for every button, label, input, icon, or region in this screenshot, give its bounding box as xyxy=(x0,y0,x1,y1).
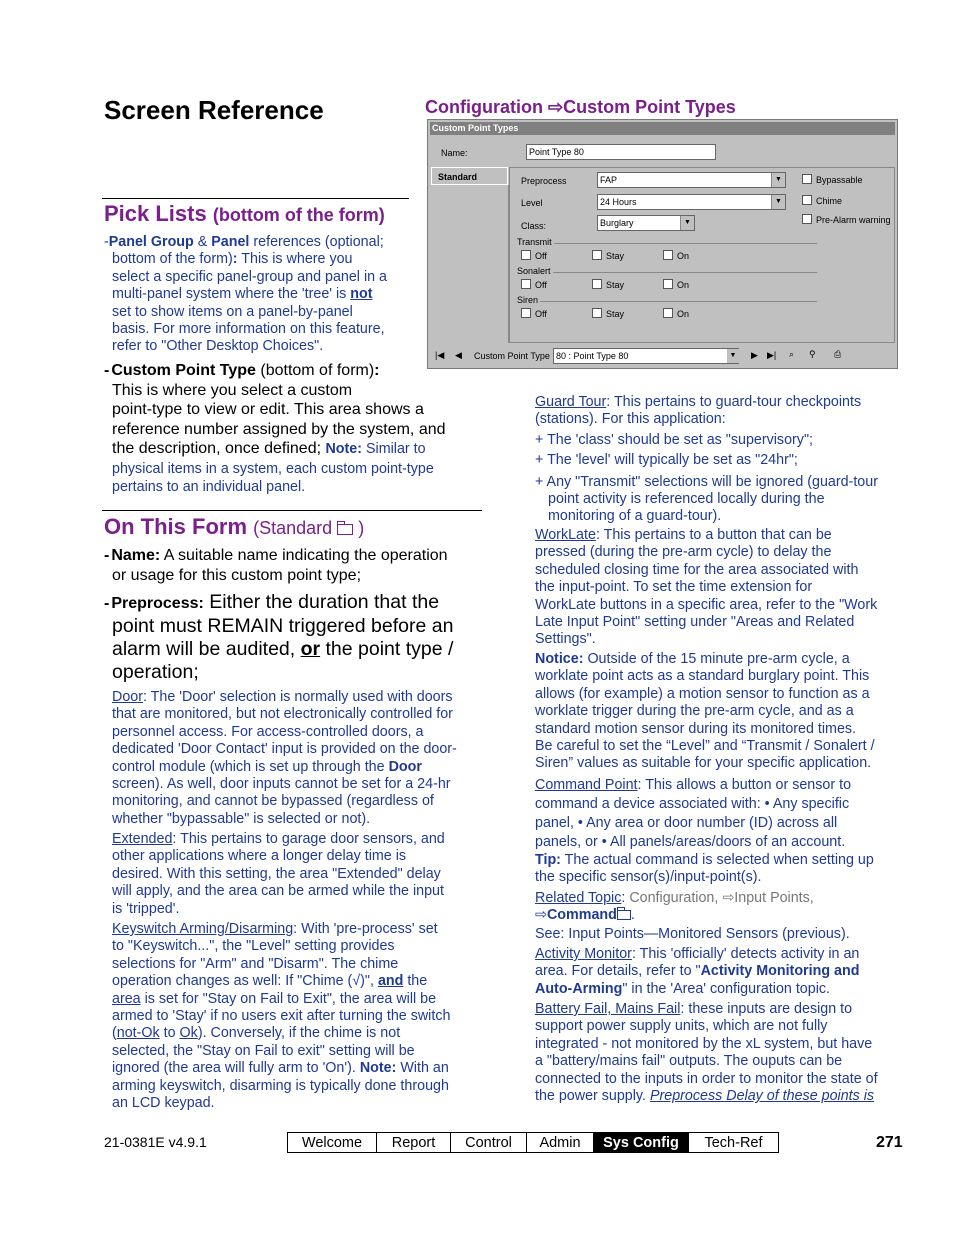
text: multi-panel system where the 'tree' is xyxy=(112,286,351,303)
text: worklate trigger during the pre-arm cycle, and as a xyxy=(535,703,854,720)
list-item: + The 'class' should be set as "supervisory"; xyxy=(535,431,813,448)
notice-label: Notice: xyxy=(535,651,584,667)
text: a "battery/mains fail" outputs. The ouputs can be xyxy=(535,1053,843,1070)
filter-icon[interactable]: ⚲ xyxy=(809,349,816,359)
text: : The 'Door' selection is normally used with doors xyxy=(143,689,453,705)
text: scheduled closing time for the area associated with xyxy=(535,561,859,578)
text: : This 'officially' detects activity in an xyxy=(631,946,860,962)
not-ok-link[interactable]: not-Ok xyxy=(116,1025,160,1042)
tip-label: Tip: xyxy=(535,852,561,868)
text: ignored (the area will fully arm to 'On'). xyxy=(112,1060,360,1077)
sonalert-on-checkbox[interactable]: On xyxy=(663,279,689,290)
keyswitch-link[interactable]: Keyswitch Arming/Disarming xyxy=(112,921,294,937)
text: point activity is referenced locally during the xyxy=(548,491,825,508)
config-path-part1: Configuration xyxy=(425,97,548,117)
worklate-link[interactable]: WorkLate xyxy=(535,527,596,543)
text: point-type to view or edit. This area shows a xyxy=(112,401,424,419)
sonalert-off-checkbox[interactable]: Off xyxy=(521,279,547,290)
preprocess-item xyxy=(104,591,453,684)
door-link[interactable]: Door xyxy=(112,689,143,705)
custom-point-type-select[interactable] xyxy=(553,348,739,364)
text: connected to the inputs in order to monitor the state of xyxy=(535,1070,878,1087)
transmit-off-checkbox[interactable]: Off xyxy=(521,250,547,261)
colon: : xyxy=(374,362,380,379)
text: physical items in a system, each custom point-type xyxy=(112,460,434,477)
bypassable-checkbox[interactable]: Bypassable xyxy=(802,174,863,185)
text: A suitable name indicating the operation xyxy=(160,547,448,564)
text: support power supply units, which are not fully xyxy=(535,1018,828,1035)
dropdown-arrow-icon[interactable]: ▼ xyxy=(771,173,785,187)
text: control module (which is set up through the xyxy=(112,758,389,775)
page-number: 271 xyxy=(876,1134,903,1151)
text: armed to 'Stay' if no users exit after turning the switch xyxy=(112,1008,451,1025)
name-label: Name: xyxy=(441,148,468,158)
extended-paragraph xyxy=(112,831,445,918)
nav-sys-config[interactable]: Sys Config xyxy=(594,1133,689,1152)
text: : With 'pre-process' set xyxy=(293,921,438,937)
text: Siren” values as suitable for your specific application. xyxy=(535,755,872,772)
text: selected, the "Stay on Fail to exit" setting will be xyxy=(112,1042,415,1059)
on-this-form-heading xyxy=(104,514,364,540)
custom-point-type-label: Custom Point Type xyxy=(474,351,550,361)
text: alarm will be audited, xyxy=(112,638,301,660)
panel-group-item xyxy=(104,234,387,356)
text: reference number assigned by the system, and xyxy=(112,420,446,438)
text: (bottom of form) xyxy=(255,362,375,379)
text: monitoring, and cannot be bypassed (regardless of xyxy=(112,793,434,810)
left-pane xyxy=(431,185,509,343)
note-label: Note: xyxy=(359,1060,397,1077)
last-record-icon[interactable]: ▶| xyxy=(767,350,777,360)
text: an LCD keypad. xyxy=(112,1095,215,1112)
text: Settings". xyxy=(535,631,596,648)
text: area. For details, refer to " xyxy=(535,963,701,980)
class-select[interactable] xyxy=(597,215,695,231)
text: the xyxy=(403,973,428,990)
tip-paragraph xyxy=(535,852,874,887)
text: standard motion sensor during its monitored times. xyxy=(535,720,857,737)
text: panel, • Any area or door number (ID) across all xyxy=(535,815,838,831)
text: the power supply. xyxy=(535,1088,650,1105)
text: Outside of the 15 minute pre-arm cycle, a xyxy=(583,651,850,667)
text: screen). As well, door inputs cannot be set for a 24-hr xyxy=(112,776,451,793)
level-value: 24 Hours xyxy=(600,197,637,207)
text: set to show items on a panel-by-panel xyxy=(112,303,353,320)
arrow-icon: ⇨ xyxy=(535,907,547,924)
text: personnel access. For access-controlled doors, a xyxy=(112,723,424,740)
level-label: Level xyxy=(521,198,543,208)
dash: - xyxy=(104,547,110,564)
level-select[interactable] xyxy=(597,194,786,210)
transmit-group-line xyxy=(517,243,817,244)
text: whether "bypassable" is selected or not). xyxy=(112,810,371,827)
dash: - xyxy=(104,234,109,250)
preprocess-term: Preprocess: xyxy=(111,595,204,612)
siren-off-checkbox[interactable]: Off xyxy=(521,308,547,319)
text: dedicated 'Door Contact' input is provided on the door- xyxy=(112,741,457,758)
folder-icon xyxy=(617,910,631,920)
notice-paragraph xyxy=(535,651,875,773)
custom-point-types-dialog xyxy=(427,119,898,369)
dropdown-arrow-icon[interactable]: ▼ xyxy=(727,349,739,363)
on-this-form-subtitle: (Standard ) xyxy=(253,518,365,538)
class-label: Class: xyxy=(521,221,547,231)
name-field-item xyxy=(104,546,448,585)
custom-point-type-item xyxy=(104,361,446,496)
sonalert-stay-checkbox[interactable]: Stay xyxy=(592,279,624,290)
guard-tour-paragraph xyxy=(535,394,878,526)
pick-lists-title: Pick Lists xyxy=(104,201,207,226)
list-item: + The 'level' will typically be set as "24hr"; xyxy=(535,452,798,469)
record-navigator xyxy=(431,348,894,366)
text: ). Conversely, if the chime is not xyxy=(197,1025,401,1042)
related-topic-paragraph: Related Topic: Configuration, ⇨Input Points, ⇨Command . See: Input Points—Monitored Sensors (previous). xyxy=(535,890,850,942)
config-path-part2: Custom Point Types xyxy=(563,97,736,117)
panel-label: Panel xyxy=(211,234,250,250)
text: that are monitored, but not electronically controlled for xyxy=(112,706,453,723)
text: operation; xyxy=(112,661,199,683)
text: other applications where a longer delay time is xyxy=(112,848,407,865)
chime-checkbox[interactable]: Chime xyxy=(802,195,842,206)
auto-arming-term: Auto-Arming xyxy=(535,980,623,997)
related-topic-link[interactable]: Related Topic xyxy=(535,890,622,906)
text: " in the 'Area' configuration topic. xyxy=(622,980,830,997)
text: Either the duration that the xyxy=(203,591,440,613)
nav-admin[interactable]: Admin xyxy=(527,1133,594,1152)
text: command a device associated with: • Any specific xyxy=(535,796,850,812)
text: (stations). For this application: xyxy=(535,411,726,428)
text: This is where you select a custom xyxy=(112,381,353,399)
transmit-group-label: Transmit xyxy=(517,237,552,247)
text: the input-point. To set the time extension for xyxy=(535,579,813,596)
config-path-heading xyxy=(425,97,736,118)
text: references (optional; xyxy=(249,234,384,250)
and-emphasis: and xyxy=(377,973,404,990)
text: selections for "Arm" and "Disarm". The chime xyxy=(112,955,399,972)
text: basis. For more information on this feature, xyxy=(112,321,385,338)
preprocess-delay-link[interactable]: Preprocess Delay of these points is xyxy=(649,1088,875,1105)
text: the specific sensor(s)/input-point(s). xyxy=(535,869,762,886)
activity-monitoring-term: Activity Monitoring and xyxy=(700,963,860,980)
text: to "Keyswitch...", the "Level" setting provides xyxy=(112,938,395,955)
siren-on-checkbox[interactable]: On xyxy=(663,308,689,319)
text: pertains to an individual panel. xyxy=(112,478,306,495)
folder-icon xyxy=(337,524,353,535)
name-term: Name: xyxy=(111,547,161,564)
battery-fail-link[interactable]: Battery Fail, Mains Fail xyxy=(535,1001,681,1017)
text: the point type / xyxy=(320,638,454,660)
ok-link[interactable]: Ok xyxy=(179,1025,198,1042)
footer-nav xyxy=(287,1132,779,1153)
dropdown-arrow-icon[interactable]: ▼ xyxy=(680,216,694,230)
transmit-on-checkbox[interactable]: On xyxy=(663,250,689,261)
text: worklate point acts as a standard burglary point. This xyxy=(535,668,870,685)
dash: - xyxy=(104,595,110,612)
divider xyxy=(102,198,409,199)
not-emphasis: not xyxy=(350,286,373,303)
preprocess-label: Preprocess xyxy=(521,176,567,186)
nav-report[interactable]: Report xyxy=(377,1133,451,1152)
text: monitoring of a guard-tour). xyxy=(548,508,722,525)
prealarm-checkbox[interactable]: Pre-Alarm warning xyxy=(802,214,891,225)
nav-control[interactable]: Control xyxy=(451,1133,527,1152)
area-link[interactable]: area xyxy=(112,990,141,1007)
activity-monitor-paragraph xyxy=(535,946,859,998)
battery-fail-paragraph xyxy=(535,1001,878,1105)
dropdown-arrow-icon[interactable]: ▼ xyxy=(771,195,785,209)
text: allows (for example) a motion sensor to function as a xyxy=(535,685,870,702)
amp: & xyxy=(193,234,212,250)
command-point-link[interactable]: Command Point xyxy=(535,777,638,793)
colon: : xyxy=(232,251,238,268)
extended-link[interactable]: Extended xyxy=(112,831,173,847)
transmit-stay-checkbox[interactable]: Stay xyxy=(592,250,624,261)
door-paragraph xyxy=(112,689,457,828)
worklate-paragraph xyxy=(535,527,877,649)
text: With an xyxy=(396,1060,449,1077)
text: bottom of the form) xyxy=(112,251,233,268)
sonalert-group-line xyxy=(517,272,817,273)
text: select a specific panel-group and panel in a xyxy=(112,268,387,285)
text: point must REMAIN triggered before an xyxy=(112,615,454,637)
command-point-paragraph xyxy=(535,776,851,852)
preprocess-value: FAP xyxy=(600,175,618,185)
text: operation changes as well: If "Chime (√)", xyxy=(112,973,378,990)
list-item: + Any "Transmit" selections will be ignored (guard-tour xyxy=(535,473,878,490)
note-label: Note: xyxy=(325,441,363,458)
text: The actual command is selected when setting up xyxy=(560,852,874,868)
text: : This pertains to garage door sensors, and xyxy=(172,831,445,847)
text: Be careful to set the “Level” and “Transmit / Sonalert / xyxy=(535,738,875,755)
first-record-icon[interactable]: |◀ xyxy=(435,350,445,360)
keyswitch-paragraph: Keyswitch Arming/Disarming: With 'pre-process' set to "Keyswitch...", the "Level" setting provides selections for "Arm" and "Disarm". The chime operation changes as well: If "Chime (√)", and the area is set for "Stay on Fail to Exit", the area will be armed to 'Stay' if no users exit after turning the switch (not-Ok to Ok). Conversely, if the chime is not selected, the "Stay on Fail to exit" setting will be ignored (the area will fully arm to 'On'). Note: With an arming keyswitch, disarming is typically done through an LCD keypad. xyxy=(112,921,451,1112)
siren-stay-checkbox[interactable]: Stay xyxy=(592,308,624,319)
text: is 'tripped'. xyxy=(112,900,180,917)
text: WorkLate buttons in a specific area, refer to the "Work xyxy=(535,596,878,613)
text: integrated - not monitored by the xL system, but have xyxy=(535,1035,873,1052)
siren-group-line xyxy=(517,301,817,302)
text: This is where you xyxy=(237,251,353,268)
text: Late Input Point" setting under "Areas and Related xyxy=(535,614,855,631)
text: is set for "Stay on Fail to Exit", the area will be xyxy=(140,990,437,1007)
tab-standard[interactable]: Standard xyxy=(431,167,508,185)
or-emphasis: or xyxy=(300,638,321,660)
save-icon[interactable]: ⎙ xyxy=(834,349,842,359)
text: : these inputs are design to xyxy=(680,1001,853,1017)
custom-point-type-term: Custom Point Type xyxy=(111,362,256,379)
text: desired. With this setting, the area "Extended" delay xyxy=(112,865,441,882)
command-term: Command xyxy=(546,907,617,924)
text: the description, once defined; xyxy=(112,440,326,458)
text: or usage for this custom point type; xyxy=(112,566,362,584)
pick-lists-subtitle: (bottom of the form) xyxy=(212,205,385,225)
activity-monitor-link[interactable]: Activity Monitor xyxy=(535,946,632,962)
text: arming keyswitch, disarming is typically done through xyxy=(112,1077,449,1094)
preprocess-select[interactable] xyxy=(597,172,786,188)
text: will apply, and the area can be armed while the input xyxy=(112,883,444,900)
dialog-title: Custom Point Types xyxy=(430,122,895,135)
text: : This pertains to guard-tour checkpoints xyxy=(606,394,862,410)
siren-group-label: Siren xyxy=(517,295,539,305)
next-record-icon[interactable]: ▶ xyxy=(751,350,758,360)
text: panels, or • All panels/areas/doors of an account. xyxy=(535,834,846,850)
text: pressed (during the pre-arm cycle) to delay the xyxy=(535,544,832,561)
related-topic-path: Configuration, ⇨Input Points, xyxy=(629,890,814,906)
panel-group-label: Panel Group xyxy=(108,234,194,250)
divider xyxy=(102,510,482,511)
door-term: Door xyxy=(388,758,422,775)
nav-welcome[interactable]: Welcome xyxy=(288,1133,377,1152)
binoculars-icon[interactable]: ⌕ xyxy=(789,349,795,359)
see-also: See: Input Points—Monitored Sensors (previous). xyxy=(535,925,850,942)
on-this-form-title: On This Form xyxy=(104,514,247,539)
arrow-icon: ⇨ xyxy=(547,97,564,117)
text: : This pertains to a button that can be xyxy=(595,527,832,543)
guard-tour-link[interactable]: Guard Tour xyxy=(535,394,607,410)
text: : This allows a button or sensor to xyxy=(637,777,852,793)
class-value: Burglary xyxy=(600,218,634,228)
text: Similar to xyxy=(362,441,426,458)
custom-point-type-value: 80 : Point Type 80 xyxy=(556,351,629,361)
name-input[interactable]: Point Type 80 xyxy=(526,144,716,160)
document-reference: 21-0381E v4.9.1 xyxy=(104,1134,207,1150)
pick-lists-heading xyxy=(104,201,385,227)
nav-tech-ref[interactable]: Tech-Ref xyxy=(704,1135,763,1151)
dash: - xyxy=(104,362,110,379)
sonalert-group-label: Sonalert xyxy=(517,266,551,276)
text: refer to "Other Desktop Choices". xyxy=(112,338,324,355)
prev-record-icon[interactable]: ◀ xyxy=(455,350,462,360)
page-title: Screen Reference xyxy=(104,95,324,125)
